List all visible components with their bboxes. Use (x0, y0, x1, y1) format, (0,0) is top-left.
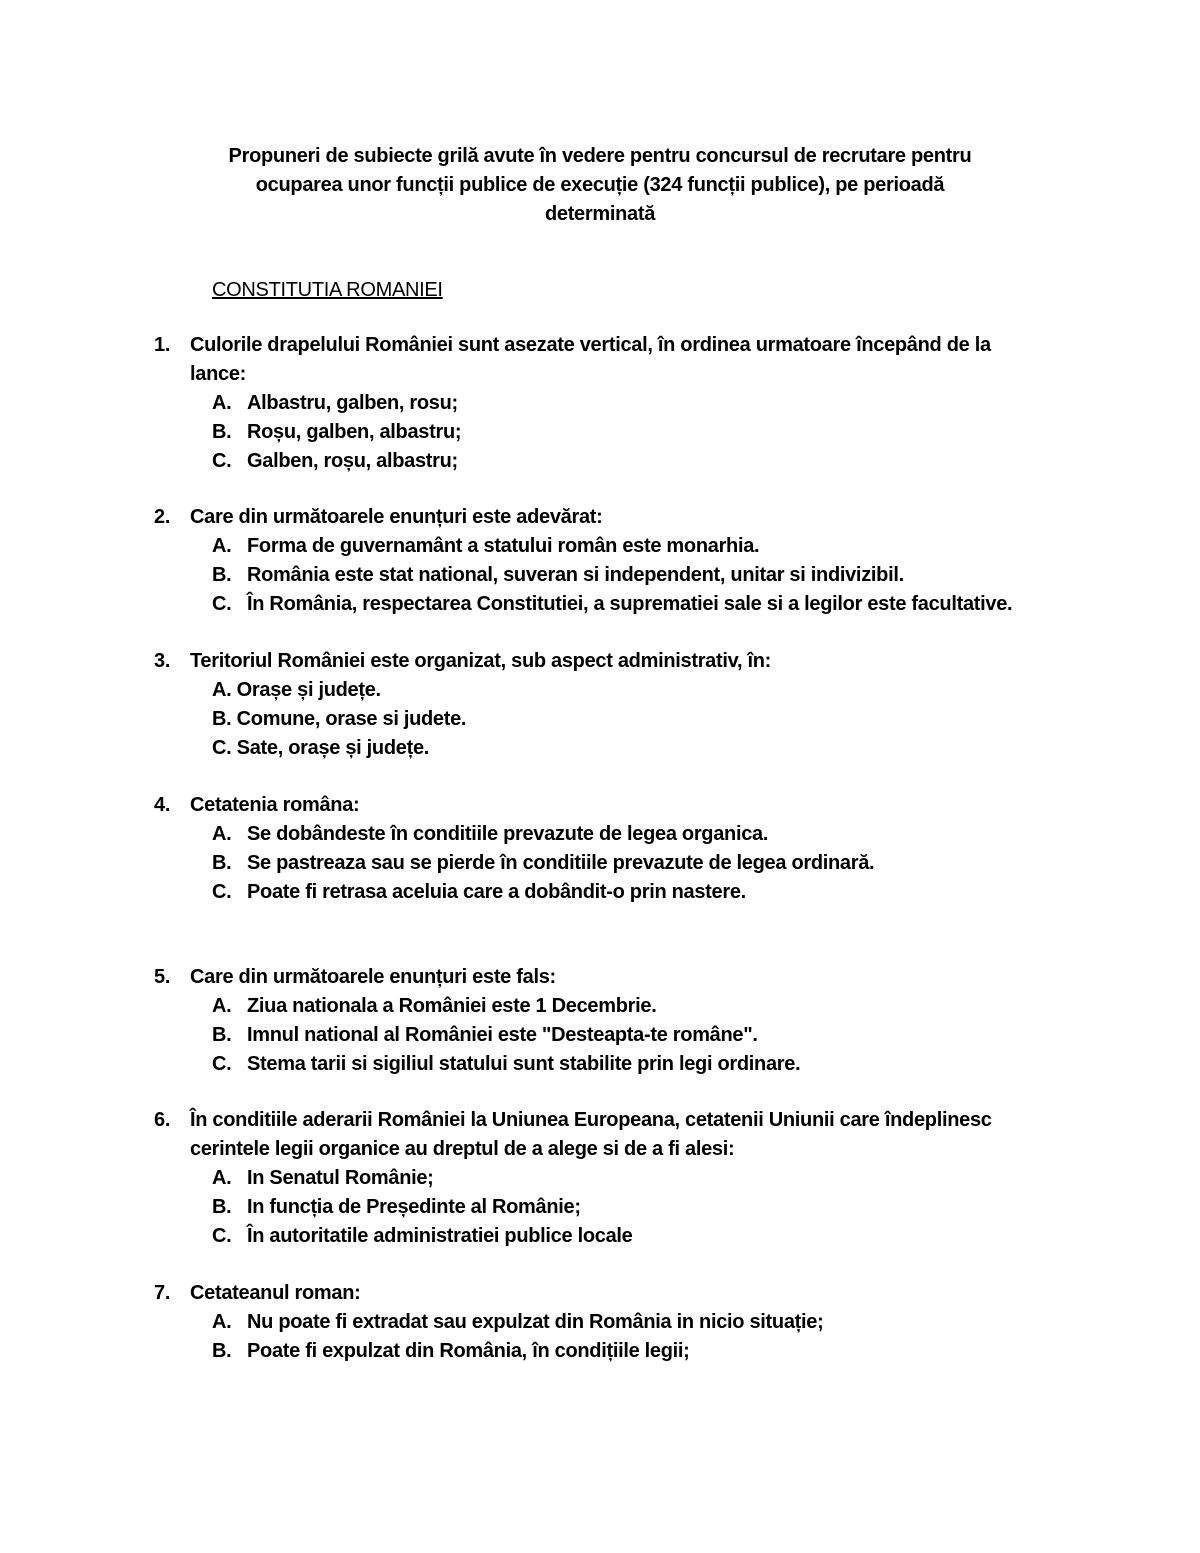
question-stem (190, 647, 1070, 676)
stem-line: Care din următoarele enunțuri este fals: (190, 966, 556, 988)
option-1c (0, 447, 1200, 476)
stem-line: Cetatenia româna: (190, 794, 360, 816)
option-letter: C. (212, 1225, 232, 1247)
question-number: 1. (154, 334, 171, 356)
question-number: 4. (154, 794, 171, 816)
option-letter: A. (212, 995, 232, 1017)
option-letter: B. (212, 564, 232, 586)
option-6a (0, 1164, 1200, 1193)
option-letter: A. (212, 392, 232, 414)
option-text: Forma de guvernamânt a statului român este monarhia. (247, 535, 760, 557)
option-2b (0, 561, 1200, 590)
question-stem (190, 1279, 1070, 1308)
option-1a (0, 389, 1200, 418)
option-6b (0, 1193, 1200, 1222)
stem-line: lance: (190, 363, 247, 385)
option-text: Ziua nationala a României este 1 Decembrie. (247, 995, 657, 1017)
option-letter: A. (212, 823, 232, 845)
option-3a (0, 676, 1200, 705)
option-letter: B. (212, 1340, 232, 1362)
option-3c (0, 734, 1200, 763)
option-text: In Senatul Românie; (247, 1167, 434, 1189)
stem-line: Cetateanul roman: (190, 1282, 361, 1304)
option-text: Stema tarii si sigiliul statului sunt stabilite prin legi ordinare. (247, 1053, 801, 1075)
option-text: Imnul national al României este "Desteapta-te române". (247, 1024, 758, 1046)
title-line: ocuparea unor funcții publice de execuție (324 funcții publice), pe perioadă (255, 174, 945, 196)
option-letter: B. (212, 852, 232, 874)
option-6c (0, 1222, 1200, 1251)
option-letter: A. (212, 1311, 232, 1333)
option-text: A. Orașe și județe. (212, 679, 381, 701)
question-stem (190, 503, 1070, 532)
question-stem (190, 1106, 1070, 1164)
question-stem (190, 331, 1070, 389)
option-text: Roșu, galben, albastru; (247, 421, 462, 443)
option-4c (0, 878, 1200, 907)
question-number: 6. (154, 1109, 171, 1131)
question-number: 5. (154, 966, 171, 988)
option-5c (0, 1050, 1200, 1079)
option-text: În autoritatile administratiei publice locale (247, 1225, 633, 1247)
option-letter: C. (212, 593, 232, 615)
stem-line: Care din următoarele enunțuri este adevărat: (190, 506, 603, 528)
option-text: Nu poate fi extradat sau expulzat din România in nicio situație; (247, 1311, 824, 1333)
option-7b (0, 1337, 1200, 1366)
option-text: C. Sate, orașe și județe. (212, 737, 430, 759)
option-text: România este stat national, suveran si independent, unitar si indivizibil. (247, 564, 904, 586)
option-text: În România, respectarea Constitutiei, a suprematiei sale si a legilor este facultative. (247, 593, 1013, 615)
title-line: determinată (544, 203, 656, 225)
option-text: Poate fi retrasa aceluia care a dobândit-o prin nastere. (247, 881, 746, 903)
option-4b (0, 849, 1200, 878)
stem-line: cerintele legii organice au dreptul de a alege si de a fi alesi: (190, 1138, 735, 1160)
option-text: Poate fi expulzat din România, în condițiile legii; (247, 1340, 690, 1362)
option-5b (0, 1021, 1200, 1050)
option-text: Se dobândeste în conditiile prevazute de legea organica. (247, 823, 769, 845)
option-text: In funcția de Președinte al Românie; (247, 1196, 581, 1218)
option-text: Galben, roșu, albastru; (247, 450, 458, 472)
option-2a (0, 532, 1200, 561)
option-letter: B. (212, 1024, 232, 1046)
option-text: B. Comune, orase si judete. (212, 708, 467, 730)
option-text: Se pastreaza sau se pierde în conditiile prevazute de legea ordinară. (247, 852, 875, 874)
option-letter: A. (212, 535, 232, 557)
option-3b (0, 705, 1200, 734)
option-letter: C. (212, 881, 232, 903)
section-heading: CONSTITUTIA ROMANIEI (212, 279, 443, 301)
question-number: 7. (154, 1282, 171, 1304)
option-7a (0, 1308, 1200, 1337)
question-stem (190, 963, 1070, 992)
stem-line: În conditiile aderarii României la Uniunea Europeana, cetatenii Uniunii care îndeplinesc (190, 1109, 992, 1131)
option-5a (0, 992, 1200, 1021)
option-letter: A. (212, 1167, 232, 1189)
option-2c (0, 590, 1200, 619)
option-letter: B. (212, 1196, 232, 1218)
question-number: 3. (154, 650, 171, 672)
option-4a (0, 820, 1200, 849)
option-letter: B. (212, 421, 232, 443)
option-text: Albastru, galben, rosu; (247, 392, 458, 414)
question-stem (190, 791, 1070, 820)
document-title (150, 142, 1050, 229)
option-letter: C. (212, 1053, 232, 1075)
question-number: 2. (154, 506, 171, 528)
stem-line: Culorile drapelului României sunt asezate vertical, în ordinea urmatoare începând de la (190, 334, 991, 356)
option-letter: C. (212, 450, 232, 472)
stem-line: Teritoriul României este organizat, sub aspect administrativ, în: (190, 650, 771, 672)
option-1b (0, 418, 1200, 447)
title-line: Propuneri de subiecte grilă avute în vedere pentru concursul de recrutare pentru (228, 145, 972, 167)
